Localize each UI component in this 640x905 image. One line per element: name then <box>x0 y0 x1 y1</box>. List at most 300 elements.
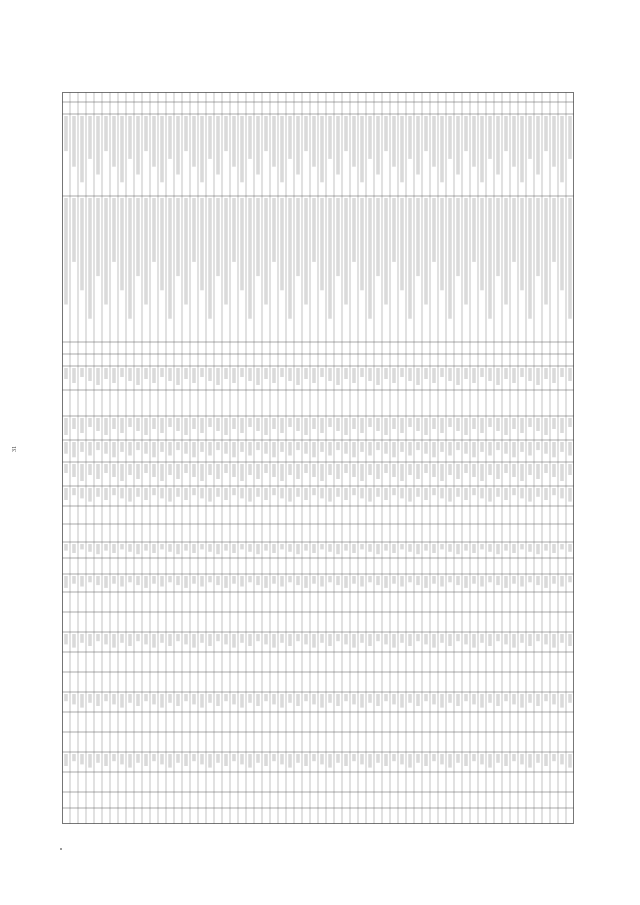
illegible-cell-text <box>448 694 452 703</box>
illegible-cell-text <box>80 544 84 549</box>
illegible-cell-text <box>536 464 540 479</box>
illegible-cell-text <box>520 634 524 643</box>
illegible-cell-text <box>280 544 284 549</box>
illegible-cell-text <box>80 368 84 377</box>
illegible-cell-text <box>232 464 236 477</box>
illegible-cell-text <box>480 442 484 452</box>
illegible-cell-text <box>472 544 476 553</box>
illegible-cell-text <box>336 634 340 641</box>
illegible-cell-text <box>312 198 316 262</box>
illegible-cell-text <box>352 198 356 262</box>
illegible-cell-text <box>128 116 132 159</box>
illegible-cell-text <box>216 418 220 431</box>
illegible-cell-text <box>504 464 508 473</box>
illegible-cell-text <box>392 694 396 704</box>
illegible-cell-text <box>392 488 396 495</box>
illegible-cell-text <box>168 464 172 475</box>
illegible-cell-text <box>176 368 180 385</box>
illegible-cell-text <box>528 544 532 552</box>
illegible-cell-text <box>280 694 284 708</box>
illegible-cell-text <box>104 464 108 473</box>
illegible-cell-text <box>88 116 92 159</box>
illegible-cell-text <box>224 694 228 701</box>
illegible-cell-text <box>488 418 492 427</box>
illegible-cell-text <box>472 488 476 495</box>
illegible-cell-text <box>432 418 436 429</box>
illegible-cell-text <box>384 488 388 500</box>
illegible-cell-text <box>112 634 116 648</box>
illegible-cell-text <box>384 442 388 454</box>
illegible-cell-text <box>144 116 148 151</box>
illegible-cell-text <box>64 442 68 454</box>
illegible-cell-text <box>304 418 308 435</box>
illegible-cell-text <box>424 544 428 551</box>
illegible-cell-text <box>400 694 404 708</box>
illegible-cell-text <box>456 694 460 706</box>
illegible-cell-text <box>392 576 396 584</box>
illegible-cell-text <box>104 198 108 305</box>
illegible-cell-text <box>128 576 132 582</box>
illegible-cell-text <box>512 634 516 648</box>
illegible-cell-text <box>208 488 212 502</box>
illegible-cell-text <box>192 464 196 477</box>
illegible-cell-text <box>136 544 140 554</box>
illegible-cell-text <box>408 418 412 427</box>
illegible-cell-text <box>392 442 396 457</box>
illegible-cell-text <box>352 418 356 429</box>
illegible-cell-text <box>368 754 372 768</box>
illegible-cell-text <box>264 198 268 305</box>
illegible-cell-text <box>328 442 332 456</box>
illegible-cell-text <box>456 418 460 431</box>
illegible-cell-text <box>480 418 484 433</box>
illegible-cell-text <box>248 116 252 159</box>
illegible-cell-text <box>376 754 380 763</box>
illegible-cell-text <box>80 464 84 481</box>
illegible-cell-text <box>432 754 436 761</box>
illegible-cell-text <box>448 368 452 381</box>
illegible-cell-text <box>336 576 340 585</box>
illegible-cell-text <box>480 488 484 498</box>
illegible-cell-text <box>416 634 420 641</box>
illegible-cell-text <box>208 116 212 159</box>
illegible-cell-text <box>72 694 76 704</box>
illegible-cell-text <box>72 198 76 262</box>
illegible-cell-text <box>208 754 212 768</box>
illegible-cell-text <box>536 442 540 450</box>
illegible-cell-text <box>200 464 204 481</box>
illegible-cell-text <box>496 418 500 431</box>
illegible-cell-text <box>376 576 380 585</box>
illegible-cell-text <box>232 694 236 704</box>
illegible-cell-text <box>296 634 300 641</box>
illegible-cell-text <box>536 368 540 385</box>
illegible-cell-text <box>152 694 156 704</box>
illegible-cell-text <box>176 634 180 641</box>
illegible-cell-text <box>160 442 164 452</box>
illegible-cell-text <box>80 694 84 708</box>
illegible-cell-text <box>80 576 84 587</box>
illegible-cell-text <box>400 368 404 377</box>
illegible-cell-text <box>344 634 348 644</box>
illegible-cell-text <box>64 488 68 500</box>
illegible-cell-text <box>176 464 180 479</box>
illegible-cell-text <box>128 368 132 381</box>
illegible-cell-text <box>496 634 500 641</box>
illegible-cell-text <box>304 464 308 473</box>
illegible-cell-text <box>544 754 548 766</box>
illegible-cell-text <box>304 488 308 500</box>
illegible-cell-text <box>520 116 524 182</box>
illegible-cell-text <box>88 694 92 703</box>
illegible-cell-text <box>416 488 420 497</box>
illegible-cell-text <box>280 634 284 643</box>
illegible-cell-text <box>472 464 476 477</box>
illegible-cell-text <box>368 544 372 552</box>
illegible-cell-text <box>152 754 156 761</box>
illegible-cell-text <box>456 198 460 276</box>
illegible-cell-text <box>216 754 220 763</box>
illegible-cell-text <box>232 544 236 553</box>
illegible-cell-text <box>288 544 292 552</box>
illegible-cell-text <box>352 442 356 457</box>
illegible-cell-text <box>328 116 332 159</box>
illegible-cell-text <box>400 116 404 182</box>
illegible-cell-text <box>88 488 92 502</box>
illegible-cell-text <box>104 442 108 454</box>
illegible-cell-text <box>408 464 412 475</box>
illegible-cell-text <box>376 418 380 431</box>
illegible-cell-text <box>200 442 204 452</box>
illegible-cell-text <box>304 116 308 151</box>
illegible-cell-text <box>560 198 564 290</box>
illegible-cell-text <box>168 418 172 427</box>
illegible-cell-text <box>144 576 148 588</box>
illegible-cell-text <box>416 464 420 479</box>
illegible-cell-text <box>408 488 412 502</box>
illegible-cell-text <box>320 418 324 433</box>
illegible-cell-text <box>552 576 556 584</box>
illegible-cell-text <box>488 576 492 582</box>
illegible-cell-text <box>560 442 564 452</box>
illegible-cell-text <box>448 442 452 456</box>
illegible-cell-text <box>96 754 100 763</box>
illegible-cell-text <box>552 442 556 457</box>
illegible-cell-text <box>160 754 164 764</box>
illegible-cell-text <box>264 464 268 473</box>
illegible-cell-text <box>472 116 476 167</box>
illegible-cell-text <box>368 634 372 646</box>
illegible-cell-text <box>568 198 572 319</box>
illegible-cell-text <box>456 464 460 479</box>
illegible-cell-text <box>432 368 436 383</box>
illegible-cell-text <box>216 634 220 641</box>
illegible-cell-text <box>232 418 236 429</box>
illegible-cell-text <box>456 368 460 385</box>
illegible-cell-text <box>368 116 372 159</box>
illegible-cell-text <box>160 634 164 643</box>
illegible-cell-text <box>512 442 516 457</box>
illegible-cell-text <box>72 442 76 457</box>
illegible-cell-text <box>272 694 276 704</box>
illegible-cell-text <box>456 576 460 585</box>
illegible-cell-text <box>240 544 244 549</box>
illegible-cell-text <box>304 576 308 588</box>
illegible-cell-text <box>256 634 260 641</box>
illegible-cell-text <box>64 368 68 379</box>
illegible-cell-text <box>96 488 100 497</box>
illegible-cell-text <box>512 368 516 383</box>
illegible-cell-text <box>312 368 316 383</box>
illegible-cell-text <box>520 442 524 452</box>
illegible-cell-text <box>96 442 100 450</box>
illegible-cell-text <box>544 198 548 305</box>
illegible-cell-text <box>360 488 364 498</box>
illegible-cell-text <box>560 464 564 481</box>
illegible-cell-text <box>344 464 348 473</box>
illegible-cell-text <box>320 464 324 481</box>
illegible-cell-text <box>168 754 172 768</box>
illegible-cell-text <box>368 464 372 475</box>
illegible-cell-text <box>424 694 428 701</box>
illegible-cell-text <box>312 576 316 584</box>
illegible-cell-text <box>560 418 564 433</box>
illegible-cell-text <box>248 634 252 646</box>
illegible-cell-text <box>328 198 332 319</box>
illegible-cell-text <box>184 464 188 473</box>
illegible-cell-text <box>72 754 76 761</box>
illegible-cell-text <box>400 634 404 643</box>
illegible-cell-text <box>96 544 100 554</box>
illegible-cell-text <box>376 694 380 706</box>
illegible-cell-text <box>336 694 340 706</box>
illegible-cell-text <box>464 634 468 644</box>
illegible-cell-text <box>240 754 244 764</box>
illegible-cell-text <box>536 544 540 554</box>
illegible-cell-text <box>256 442 260 450</box>
illegible-cell-text <box>520 418 524 433</box>
illegible-cell-text <box>304 368 308 379</box>
illegible-cell-text <box>88 198 92 319</box>
illegible-cell-text <box>144 418 148 435</box>
illegible-cell-text <box>568 576 572 582</box>
illegible-cell-text <box>280 754 284 764</box>
illegible-cell-text <box>568 544 572 552</box>
illegible-cell-text <box>200 754 204 764</box>
illegible-cell-text <box>160 116 164 182</box>
illegible-cell-text <box>192 116 196 167</box>
illegible-cell-text <box>432 198 436 262</box>
illegible-cell-text <box>184 442 188 454</box>
illegible-cell-text <box>416 576 420 585</box>
illegible-cell-text <box>544 368 548 379</box>
illegible-cell-text <box>336 754 340 763</box>
illegible-cell-text <box>448 544 452 552</box>
illegible-cell-text <box>144 368 148 379</box>
illegible-cell-text <box>64 694 68 701</box>
illegible-cell-text <box>328 544 332 552</box>
illegible-cell-text <box>288 116 292 159</box>
illegible-cell-text <box>296 368 300 385</box>
illegible-cell-text <box>448 634 452 646</box>
illegible-cell-text <box>432 488 436 495</box>
illegible-cell-text <box>560 368 564 377</box>
illegible-cell-text <box>528 754 532 768</box>
illegible-cell-text <box>432 116 436 167</box>
illegible-cell-text <box>176 576 180 585</box>
illegible-cell-text <box>96 576 100 585</box>
illegible-cell-text <box>512 694 516 704</box>
illegible-cell-text <box>480 544 484 549</box>
illegible-cell-text <box>512 116 516 167</box>
illegible-cell-text <box>392 754 396 761</box>
illegible-cell-text <box>360 368 364 377</box>
illegible-cell-text <box>136 464 140 479</box>
illegible-cell-text <box>216 694 220 706</box>
illegible-cell-text <box>232 368 236 383</box>
illegible-cell-text <box>272 576 276 584</box>
illegible-cell-text <box>88 368 92 381</box>
illegible-cell-text <box>344 368 348 379</box>
illegible-cell-text <box>416 694 420 706</box>
illegible-cell-text <box>448 576 452 582</box>
illegible-cell-text <box>408 544 412 552</box>
illegible-cell-text <box>464 488 468 500</box>
illegible-cell-text <box>440 368 444 377</box>
illegible-cell-text <box>552 418 556 429</box>
illegible-cell-text <box>168 368 172 381</box>
illegible-cell-text <box>552 544 556 553</box>
illegible-cell-text <box>424 488 428 500</box>
illegible-cell-text <box>392 198 396 262</box>
illegible-cell-text <box>496 576 500 585</box>
illegible-cell-text <box>144 694 148 701</box>
illegible-cell-text <box>424 576 428 588</box>
illegible-cell-text <box>288 488 292 502</box>
illegible-cell-text <box>528 634 532 646</box>
illegible-cell-text <box>496 464 500 479</box>
illegible-cell-text <box>360 418 364 433</box>
illegible-cell-text <box>208 464 212 475</box>
illegible-cell-text <box>312 634 316 648</box>
illegible-cell-text <box>464 116 468 151</box>
illegible-cell-text <box>256 418 260 431</box>
illegible-cell-text <box>240 488 244 498</box>
illegible-cell-text <box>504 634 508 644</box>
illegible-cell-text <box>304 694 308 701</box>
illegible-cell-text <box>520 694 524 708</box>
illegible-cell-text <box>240 464 244 481</box>
illegible-cell-text <box>536 694 540 706</box>
illegible-cell-text <box>560 694 564 708</box>
illegible-cell-text <box>352 488 356 495</box>
illegible-cell-text <box>296 116 300 175</box>
illegible-cell-text <box>544 634 548 644</box>
illegible-cell-text <box>120 694 124 708</box>
illegible-cell-text <box>152 418 156 429</box>
illegible-cell-text <box>456 442 460 450</box>
illegible-cell-text <box>64 418 68 435</box>
illegible-cell-text <box>552 754 556 761</box>
illegible-cell-text <box>440 464 444 481</box>
illegible-cell-text <box>256 368 260 385</box>
illegible-cell-text <box>176 116 180 175</box>
illegible-cell-text <box>312 418 316 429</box>
illegible-cell-text <box>472 368 476 383</box>
illegible-cell-text <box>288 576 292 582</box>
illegible-cell-text <box>320 544 324 549</box>
illegible-cell-text <box>296 488 300 497</box>
illegible-cell-text <box>448 418 452 427</box>
illegible-cell-text <box>128 754 132 768</box>
illegible-cell-text <box>208 544 212 552</box>
illegible-cell-text <box>128 418 132 427</box>
illegible-cell-text <box>104 576 108 588</box>
illegible-cell-text <box>248 418 252 427</box>
illegible-cell-text <box>424 754 428 766</box>
illegible-cell-text <box>160 488 164 498</box>
illegible-cell-text <box>176 694 180 706</box>
illegible-cell-text <box>520 368 524 377</box>
illegible-cell-text <box>64 576 68 588</box>
illegible-cell-text <box>536 198 540 276</box>
illegible-cell-text <box>224 198 228 305</box>
illegible-cell-text <box>512 576 516 584</box>
illegible-cell-text <box>208 198 212 319</box>
illegible-cell-text <box>248 576 252 582</box>
illegible-cell-text <box>352 464 356 477</box>
illegible-cell-text <box>440 694 444 708</box>
illegible-cell-text <box>88 754 92 768</box>
illegible-cell-text <box>184 368 188 379</box>
illegible-cell-text <box>328 488 332 502</box>
illegible-cell-text <box>104 116 108 151</box>
illegible-cell-text <box>120 634 124 643</box>
illegible-cell-text <box>352 544 356 553</box>
illegible-cell-text <box>96 418 100 431</box>
illegible-cell-text <box>224 368 228 379</box>
illegible-cell-text <box>120 464 124 481</box>
illegible-cell-text <box>464 368 468 379</box>
illegible-cell-text <box>352 116 356 167</box>
illegible-cell-text <box>456 634 460 641</box>
illegible-cell-text <box>256 198 260 276</box>
illegible-cell-text <box>536 116 540 175</box>
illegible-cell-text <box>528 464 532 475</box>
illegible-cell-text <box>88 634 92 646</box>
illegible-cell-text <box>112 442 116 457</box>
illegible-cell-text <box>328 634 332 646</box>
illegible-cell-text <box>320 116 324 182</box>
illegible-cell-text <box>72 634 76 648</box>
illegible-cell-text <box>168 576 172 582</box>
illegible-cell-text <box>152 488 156 495</box>
illegible-cell-text <box>440 418 444 433</box>
illegible-cell-text <box>272 544 276 553</box>
page-number: 31 <box>12 446 18 452</box>
illegible-cell-text <box>184 198 188 305</box>
illegible-cell-text <box>544 694 548 701</box>
illegible-cell-text <box>488 198 492 319</box>
illegible-cell-text <box>240 116 244 182</box>
illegible-cell-text <box>104 634 108 644</box>
illegible-cell-text <box>264 488 268 500</box>
illegible-cell-text <box>336 544 340 554</box>
illegible-cell-text <box>352 576 356 584</box>
illegible-cell-text <box>80 116 84 182</box>
illegible-cell-text <box>408 116 412 159</box>
illegible-cell-text <box>224 544 228 551</box>
